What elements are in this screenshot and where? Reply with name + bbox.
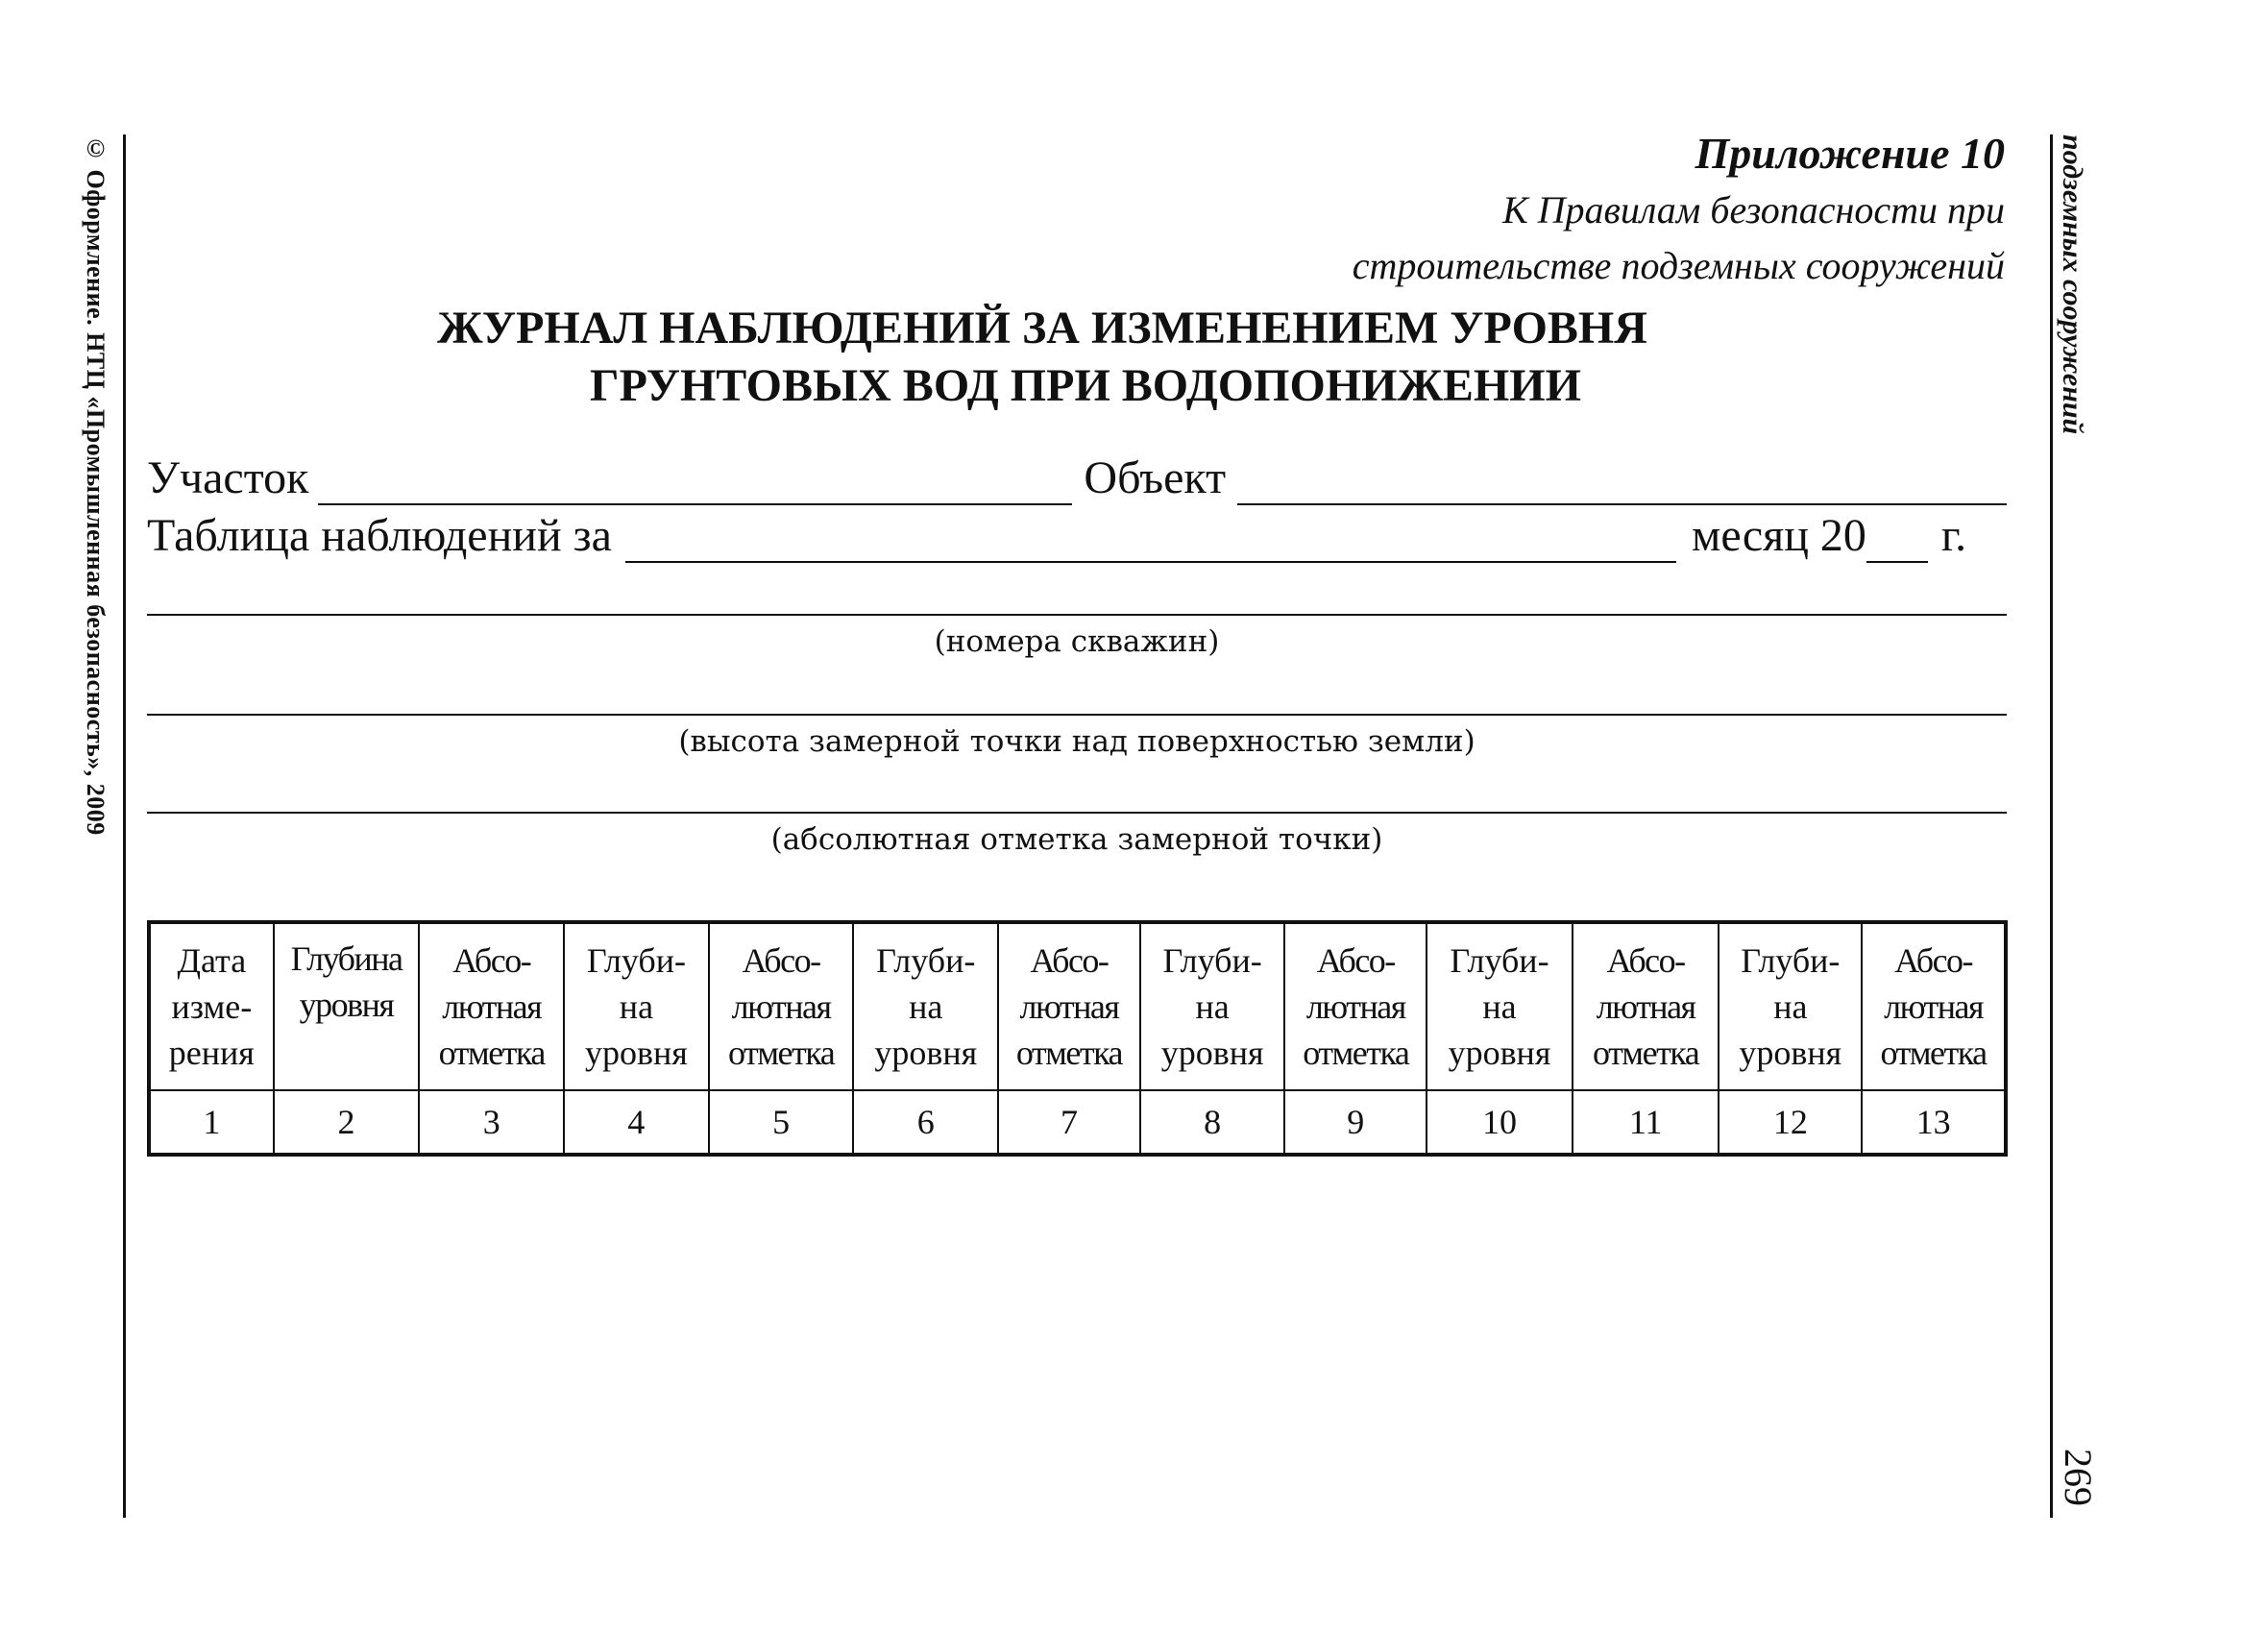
appendix-line-1: К Правилам безопасности при <box>1502 188 2005 232</box>
month-label: месяц 20 <box>1691 510 1866 561</box>
site-field[interactable] <box>318 461 1072 505</box>
appendix-title: Приложение 10 <box>1695 129 2005 178</box>
wells-caption: (номера скважин) <box>934 624 1220 659</box>
column-number: 2 <box>274 1090 420 1155</box>
header-depth: Глуби- на уровня <box>1719 922 1862 1090</box>
header-abs-mark: Абсо- лютная отметка <box>419 922 564 1090</box>
height-line[interactable] <box>147 714 2007 716</box>
column-number: 3 <box>419 1090 564 1155</box>
column-number: 4 <box>564 1090 709 1155</box>
abs-mark-caption: (абсолютная отметка замерной точки) <box>770 822 1383 857</box>
header-abs-mark: Абсо- лютная отметка <box>998 922 1140 1090</box>
site-object-row <box>147 451 2007 505</box>
header-depth: Глубина уровня <box>274 922 420 1090</box>
observation-table <box>147 920 2008 1157</box>
header-depth: Глуби- на уровня <box>1427 922 1573 1090</box>
header-abs-mark: Абсо- лютная отметка <box>709 922 854 1090</box>
header-depth: Глуби- на уровня <box>564 922 709 1090</box>
year-field[interactable] <box>1866 519 1928 563</box>
appendix-reference <box>1353 125 2005 294</box>
document-title <box>144 300 2027 415</box>
header-date: Дата изме- рения <box>149 922 274 1090</box>
header-abs-mark: Абсо- лютная отметка <box>1573 922 1719 1090</box>
height-caption: (высота замерной точки над поверхностью земли) <box>678 724 1475 759</box>
table-header-row <box>149 922 2006 1090</box>
table-period-label: Таблица наблюдений за <box>147 510 612 561</box>
header-depth: Глуби- на уровня <box>853 922 998 1090</box>
abs-mark-line[interactable] <box>147 812 2007 814</box>
header-abs-mark: Абсо- лютная отметка <box>1284 922 1427 1090</box>
right-margin-rule <box>2050 134 2053 1518</box>
document-title-line-2: ГРУНТОВЫХ ВОД ПРИ ВОДОПОНИЖЕНИИ <box>590 360 1581 411</box>
column-number: 5 <box>709 1090 854 1155</box>
column-number: 6 <box>853 1090 998 1155</box>
column-number: 1 <box>149 1090 274 1155</box>
year-suffix: г. <box>1940 510 1967 561</box>
copyright-note: © Оформление. НТЦ «Промышленная безопасность», 2009 <box>82 134 110 836</box>
page-number: 269 <box>2057 1449 2100 1506</box>
appendix-line-2: строительстве подземных сооружений <box>1352 244 2005 287</box>
object-label: Объект <box>1084 452 1227 503</box>
column-number-row <box>149 1090 2006 1155</box>
column-number: 10 <box>1427 1090 1573 1155</box>
column-number: 8 <box>1140 1090 1285 1155</box>
column-number: 11 <box>1573 1090 1719 1155</box>
column-number: 13 <box>1862 1090 2006 1155</box>
period-row <box>147 509 2007 563</box>
period-field[interactable] <box>625 519 1676 563</box>
running-header: подземных сооружений <box>2057 134 2088 435</box>
header-depth: Глуби- на уровня <box>1140 922 1285 1090</box>
column-number: 9 <box>1284 1090 1427 1155</box>
column-number: 12 <box>1719 1090 1862 1155</box>
header-abs-mark: Абсо- лютная отметка <box>1862 922 2006 1090</box>
wells-line[interactable] <box>147 614 2007 616</box>
column-number: 7 <box>998 1090 1140 1155</box>
document-title-line-1: ЖУРНАЛ НАБЛЮДЕНИЙ ЗА ИЗМЕНЕНИЕМ УРОВНЯ <box>437 303 1647 353</box>
site-label: Участок <box>147 452 309 503</box>
object-field[interactable] <box>1237 461 2007 505</box>
